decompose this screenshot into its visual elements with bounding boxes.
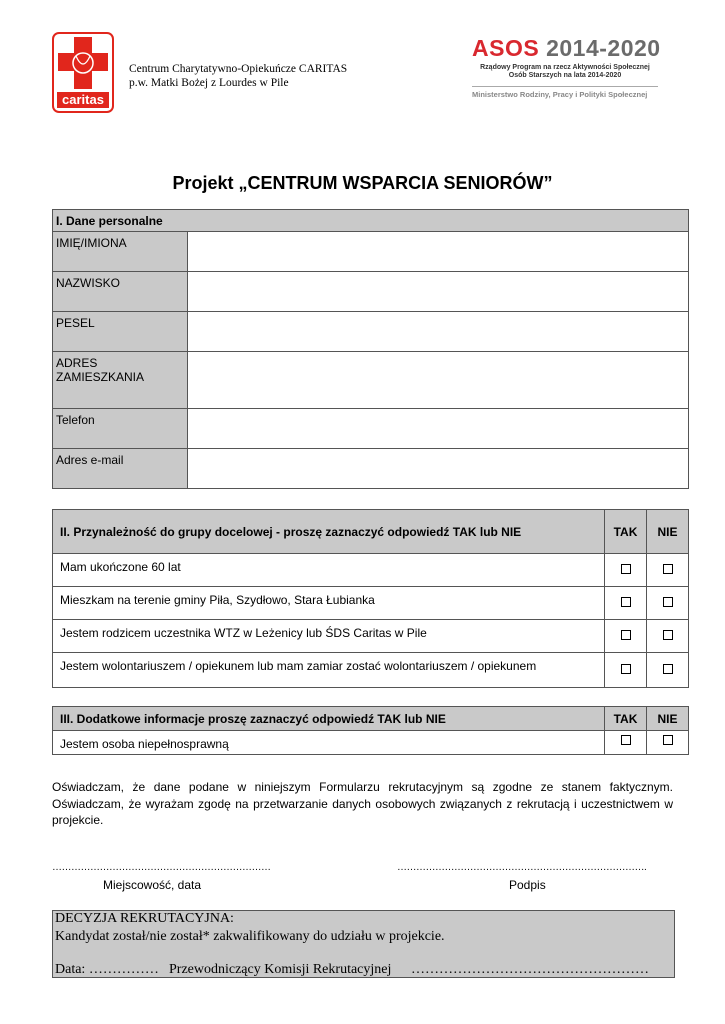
last-name-label: NAZWISKO [53, 272, 188, 312]
no-checkbox[interactable] [647, 653, 689, 688]
checkbox-icon [621, 664, 631, 674]
address-field[interactable] [188, 352, 689, 409]
checkbox-icon [663, 664, 673, 674]
personal-data-table [52, 209, 689, 489]
yes-checkbox[interactable] [605, 731, 647, 755]
checkbox-icon [663, 597, 673, 607]
divider [472, 86, 658, 87]
checkbox-icon [621, 564, 631, 574]
list-item: Jestem rodzicem uczestnika WTZ w Leżenicy lub ŚDS Caritas w Pile [53, 620, 605, 653]
checkbox-icon [663, 735, 673, 745]
pesel-label: PESEL [53, 312, 188, 352]
no-checkbox[interactable] [647, 731, 689, 755]
asos-sub-line-2: Osób Starszych na lata 2014-2020 [508, 72, 622, 79]
asos-title [472, 36, 672, 60]
target-group-table [52, 509, 689, 688]
yes-checkbox[interactable] [605, 653, 647, 688]
asos-ministry: Ministerstwo Rodziny, Pracy i Polityki Społecznej [472, 90, 648, 99]
col-no-header: NIE [647, 510, 689, 554]
email-field[interactable] [188, 449, 689, 489]
checkbox-icon [621, 630, 631, 640]
org-line-1: Centrum Charytatywno-Opiekuńcze CARITAS [129, 63, 348, 75]
yes-checkbox[interactable] [605, 587, 647, 620]
phone-label: Telefon [53, 409, 188, 449]
checkbox-icon [621, 735, 631, 745]
asos-years: 2014-2020 [546, 35, 661, 61]
col-no-header: NIE [647, 707, 689, 731]
no-checkbox[interactable] [647, 620, 689, 653]
list-item: Jestem osoba niepełnosprawną [53, 731, 605, 755]
asos-logo [472, 36, 672, 108]
email-label: Adres e-mail [53, 449, 188, 489]
list-item: Mieszkam na terenie gminy Piła, Szydłowo, Stara Łubianka [53, 587, 605, 620]
place-date-line: …………………………………………………………… [52, 862, 271, 873]
section-3-heading: III. Dodatkowe informacje proszę zaznaczyć odpowiedź TAK lub NIE [53, 707, 605, 731]
asos-subtitle [472, 64, 658, 80]
pesel-field[interactable] [188, 312, 689, 352]
list-item: Mam ukończone 60 lat [53, 554, 605, 587]
signature-label: Podpis [509, 878, 546, 892]
additional-info-table [52, 706, 689, 755]
recruitment-decision [52, 910, 675, 978]
list-item: Jestem wolontariuszem / opiekunem lub mam zamiar zostać wolontariuszem / opiekunem [53, 653, 605, 688]
chair-label: Przewodniczący Komisji Rekrutacyjnej [169, 962, 392, 977]
checkbox-icon [663, 564, 673, 574]
address-label: ADRES ZAMIESZKANIA [53, 352, 188, 409]
asos-name: ASOS [472, 35, 540, 61]
organization-name [129, 62, 347, 90]
asos-sub-line-1: Rządowy Program na rzecz Aktywności Społecznej [480, 64, 650, 71]
declaration-text: Oświadczam, że dane podane w niniejszym Formularzu rekrutacyjnym są zgodne ze stanem faktycznym. Oświadczam, że wyrażam zgodę na przetwarzanie danych osobowych związanych z rekrutacją i uczestnictwem w projekcie. [52, 780, 673, 827]
section-1-heading: I. Dane personalne [53, 210, 689, 232]
signature-line: ……………………………………………………………………. [397, 862, 647, 873]
last-name-field[interactable] [188, 272, 689, 312]
decision-heading: DECYZJA REKRUTACYJNA: [55, 911, 234, 926]
first-name-field[interactable] [188, 232, 689, 272]
caritas-logo [52, 32, 114, 113]
chair-signature-line: …………………………………………… [411, 962, 649, 977]
logo-text: caritas [62, 92, 104, 107]
org-line-2: p.w. Matki Bożej z Lourdes w Pile [129, 77, 289, 89]
phone-field[interactable] [188, 409, 689, 449]
first-name-label: IMIĘ/IMIONA [53, 232, 188, 272]
page-title: Projekt „CENTRUM WSPARCIA SENIORÓW” [172, 173, 553, 193]
decision-line: Kandydat został/nie został* zakwalifikowany do udziału w projekcie. [55, 929, 445, 944]
place-date-label: Miejscowość, data [103, 878, 202, 892]
checkbox-icon [663, 630, 673, 640]
no-checkbox[interactable] [647, 587, 689, 620]
yes-checkbox[interactable] [605, 554, 647, 587]
yes-checkbox[interactable] [605, 620, 647, 653]
date-label: Data: …………… [55, 962, 159, 977]
col-yes-header: TAK [605, 707, 647, 731]
col-yes-header: TAK [605, 510, 647, 554]
no-checkbox[interactable] [647, 554, 689, 587]
section-2-heading: II. Przynależność do grupy docelowej - proszę zaznaczyć odpowiedź TAK lub NIE [53, 510, 605, 554]
checkbox-icon [621, 597, 631, 607]
